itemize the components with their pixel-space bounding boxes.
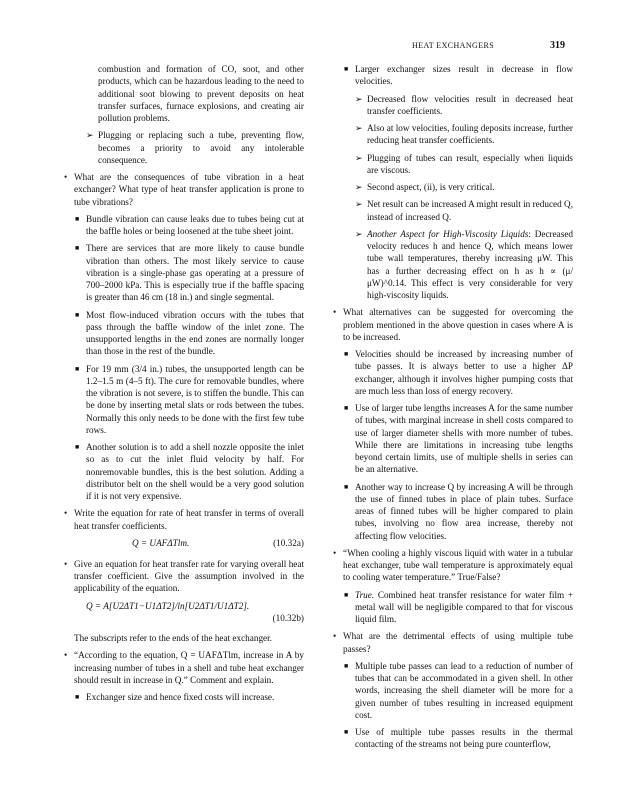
sub-bullet	[331, 122, 573, 147]
square-bullet-icon: ■	[75, 693, 80, 701]
sub-bullet	[331, 181, 573, 193]
square-bullet-icon: ■	[344, 661, 349, 670]
arrow-bullet-icon: ➢	[355, 123, 363, 133]
bullet-text: Decreased flow velocities result in decreased heat transfer coefficients.	[367, 93, 573, 116]
answer-item	[62, 363, 304, 437]
page-number: 319	[550, 40, 565, 51]
bullet-icon: •	[64, 172, 68, 182]
equation-number: (10.32a)	[273, 537, 304, 548]
square-bullet-icon: ■	[344, 590, 349, 599]
answer-item	[331, 660, 573, 721]
right-column	[331, 63, 573, 756]
answer-text: Combined heat transfer resistance for water film + metal wall will be negligible compared to that for viscous liquid film.	[355, 589, 573, 624]
bullet-text: Plugging of tubes can result, especially when liquids are viscous.	[367, 152, 573, 175]
bullet-icon: •	[64, 558, 68, 569]
answer-item	[62, 441, 304, 502]
answer-text: For 19 mm (3/4 in.) tubes, the unsupported length can be 1.2–1.5 m (4–5 ft). The cure for removable bundles, where the vibration is not severe, is to stiffen the bundle. This can be done by inserting metal slats or rods between the tubes. Normally this only needs to be done with the first few tube rows.	[86, 363, 304, 435]
answer-text: Use of multiple tube passes results in the thermal contacting of the streams not being pure counterflow,	[355, 727, 573, 750]
answer-item	[62, 309, 304, 358]
answer-item	[331, 481, 573, 542]
answer-item	[331, 589, 573, 626]
sub-bullet	[331, 198, 573, 223]
equation-number: (10.32b)	[272, 612, 304, 623]
sub-bullet	[331, 228, 573, 302]
arrow-bullet-icon: ➢	[355, 228, 363, 239]
answer-label: True.	[355, 589, 375, 600]
sub-bullet	[331, 152, 573, 177]
answer-item	[331, 348, 573, 397]
left-column	[62, 63, 304, 708]
bullet-text: Plugging or replacing such a tube, preventing flow, becomes a priority to avoid any intolerable consequence.	[98, 130, 304, 165]
square-bullet-icon: ■	[344, 728, 349, 736]
question-text: “When cooling a highly viscous liquid with water in a tubular heat exchanger, tube wall temperature is approximately equal to cooling water temperature.” True/False?	[343, 547, 573, 583]
answer-text: Another way to increase Q by increasing A will be through the use of finned tubes in place of plain tubes. Surface areas of finned tubes will be higher compared to plain tubes, involving no flow area increase, thereby not affecting flow velocities.	[355, 481, 573, 541]
arrow-bullet-icon: ➢	[86, 130, 94, 141]
bullet-icon: •	[64, 650, 68, 661]
question	[62, 507, 304, 532]
bullet-heading: Another Aspect for High-Viscosity Liquids	[367, 228, 529, 239]
bullet-text: Also at low velocities, fouling deposits increase, further reducing heat transfer coefficients.	[367, 123, 573, 146]
answer-item	[331, 726, 573, 751]
equation-10-32b	[62, 600, 304, 625]
equation-text: Q = A[U2ΔT1−U1ΔT2]/ln[U2ΔT1/U1ΔT2].	[86, 600, 250, 611]
answer-text: Larger exchanger sizes result in decrease in flow velocities.	[355, 64, 573, 87]
question	[62, 558, 304, 595]
square-bullet-icon: ■	[75, 364, 80, 373]
question-text: What are the consequences of tube vibration in a heat exchanger? What type of heat transfer application is prone to tube vibrations?	[74, 172, 304, 207]
question	[331, 306, 573, 343]
paragraph: combustion and formation of CO, soot, and other products, which can be hazardous leading to the need to additional soot blowing to prevent deposits on heat transfer surfaces, furnace explosions, and creating air pollution problems.	[98, 64, 304, 123]
question	[331, 630, 573, 655]
question-text: “According to the equation, Q = UAFΔTlm, increase in A by increasing number of tubes in a shell and tube heat exchanger should result in increase in Q.” Comment and explain.	[74, 650, 304, 685]
square-bullet-icon: ■	[344, 350, 349, 358]
answer-text: Multiple tube passes can lead to a reduction of number of tubes that can be accommodated in a given shell. In other words, increasing the shell diameter will be more for a given number of tubes resulting in increased equipment cost.	[355, 660, 573, 720]
question-text: Give an equation for heat transfer rate for varying overall heat transfer coefficient. Give the assumption involved in the applicability of the equation.	[74, 558, 304, 594]
sub-bullet	[331, 93, 573, 118]
answer-item	[331, 63, 573, 88]
sub-bullet	[62, 129, 304, 166]
equation-text: Q = UAFΔTlm.	[132, 537, 190, 548]
page-header	[0, 41, 617, 55]
arrow-bullet-icon: ➢	[355, 152, 363, 163]
square-bullet-icon: ■	[75, 443, 80, 451]
answer-text: Use of larger tube lengths increases A for the same number of tubes, with marginal increase in shell costs compared to use of larger diameter shells with more number of tubes. While there are limitations in increasing tube lengths beyond certain limits, use of multiple shells in series can be an alternative.	[355, 403, 573, 475]
answer-text: Most flow-induced vibration occurs with the tubes that pass through the baffle window of the inlet zone. The unsupported lengths in the end zones are normally longer than those in the rest of the bundle.	[86, 309, 304, 357]
square-bullet-icon: ■	[75, 310, 80, 319]
question	[62, 649, 304, 686]
bullet-text: Net result can be increased A might result in reduced Q, instead of increased Q.	[367, 199, 573, 222]
square-bullet-icon: ■	[75, 244, 80, 253]
square-bullet-icon: ■	[75, 214, 80, 223]
question-text: What are the detrimental effects of using multiple tube passes?	[343, 631, 573, 654]
bullet-icon: •	[333, 547, 337, 558]
running-title: HEAT EXCHANGERS	[412, 41, 495, 50]
bullet-icon: •	[333, 631, 337, 642]
answer-text: Another solution is to add a shell nozzle opposite the inlet so as to cut the inlet fluid velocity by half. For nonremovable bundles, this is the best solution. Adding a distributor belt on the shell would be a very good solution if it is not very expensive.	[86, 442, 304, 501]
square-bullet-icon: ■	[344, 482, 349, 491]
bullet-icon: •	[333, 307, 337, 318]
question-text: Write the equation for rate of heat transfer in terms of overall heat transfer coefficients.	[74, 508, 304, 531]
bullet-text: Second aspect, (ii), is very critical.	[367, 182, 495, 192]
arrow-bullet-icon: ➢	[355, 182, 363, 192]
square-bullet-icon: ■	[344, 65, 349, 73]
answer-text: Exchanger size and hence fixed costs will increase.	[86, 692, 275, 702]
answer-item	[62, 691, 304, 703]
question-text: What alternatives can be suggested for overcoming the problem mentioned in the above question in cases where A is to be increased.	[343, 307, 573, 342]
equation-10-32a	[62, 537, 304, 550]
answer-text: There are services that are more likely to cause bundle vibration than others. The most likely service to cause vibration is a single-phase gas operating at a pressure of 700–2000 kPa. This is especially true if the baffle spacing is greater than 46 cm (18 in.) and single segmental.	[86, 243, 304, 303]
answer-item	[331, 402, 573, 476]
paragraph: The subscripts refer to the ends of the heat exchanger.	[74, 633, 272, 643]
answer-item	[62, 213, 304, 238]
arrow-bullet-icon: ➢	[355, 93, 363, 104]
arrow-bullet-icon: ➢	[355, 199, 363, 210]
answer-item	[62, 242, 304, 303]
answer-text: Velocities should be increased by increasing number of tube passes. It is always better to use a higher ΔP exchanger, although it involves higher pumping costs that are much less than loss of energy recovery.	[355, 349, 573, 396]
question	[62, 171, 304, 208]
bullet-text: : Decreased velocity reduces h and hence Q, which means lower tube wall temperatures, thereby increasing μW. This has a further decreasing effect on h as h ∝ (μ/μW)^0.14. This effect is very considerable for very high-viscosity liquids.	[367, 228, 573, 300]
question	[331, 547, 573, 584]
answer-text: Bundle vibration can cause leaks due to tubes being cut at the baffle holes or being loosened at the tube sheet joint.	[86, 213, 304, 236]
square-bullet-icon: ■	[344, 404, 349, 412]
bullet-icon: •	[64, 508, 68, 519]
